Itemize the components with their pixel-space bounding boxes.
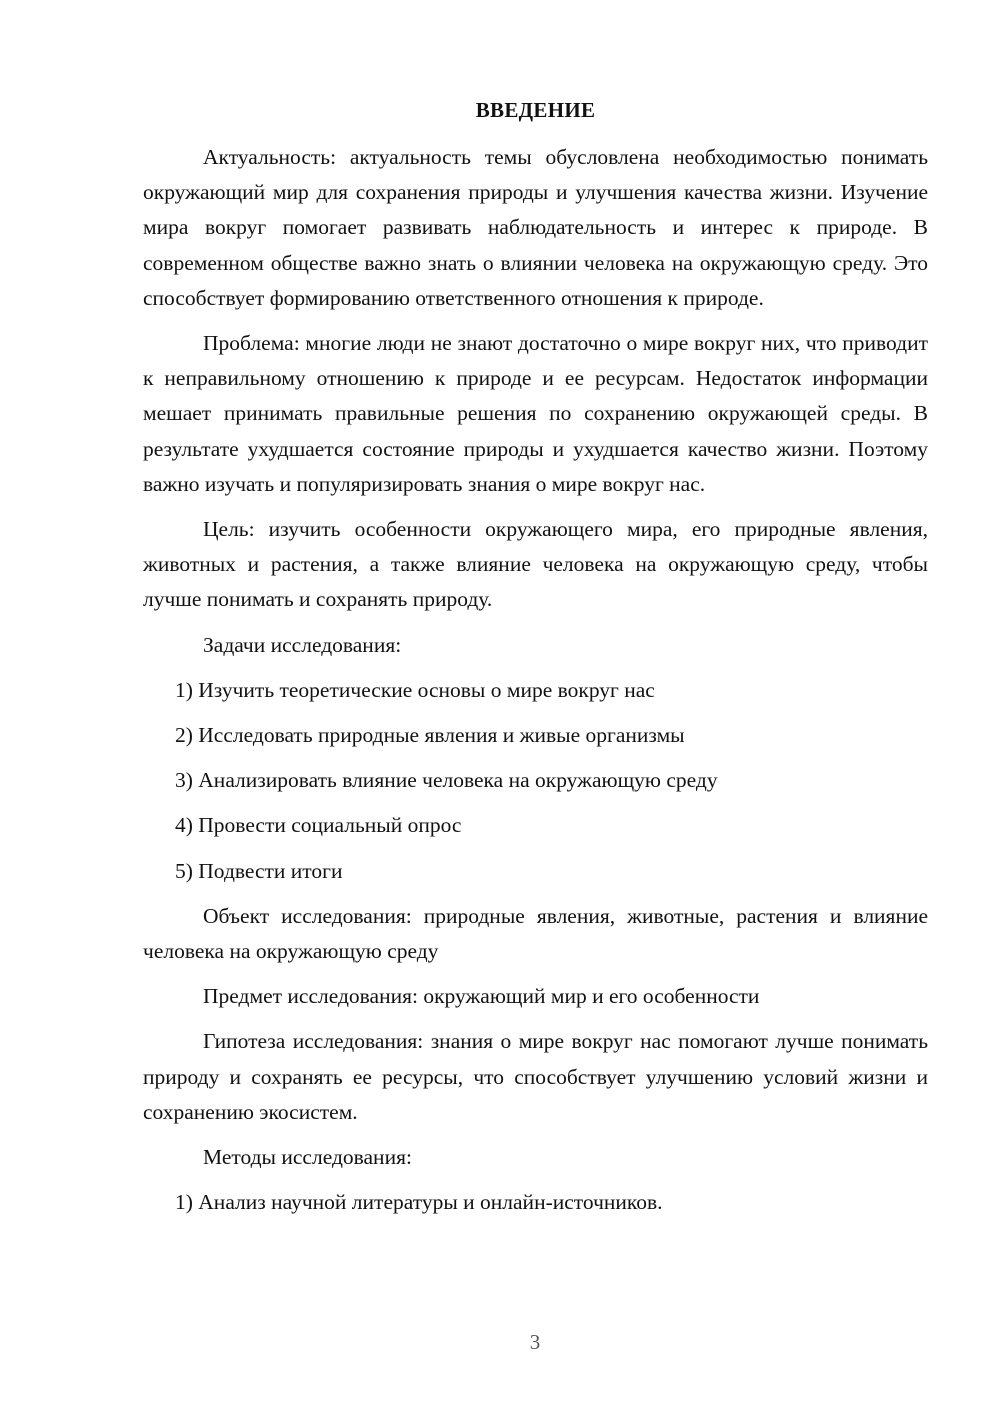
tasks-title: Задачи исследования:: [203, 632, 402, 657]
list-item: 2) Исследовать природные явления и живые организмы: [175, 723, 685, 748]
tasks-list: [143, 673, 928, 889]
subject-paragraph: Предмет исследования: окружающий мир и его особенности: [203, 984, 760, 1009]
goal-paragraph: Цель: изучить особенности окружающего мира, его природные явления, животных и растения, а также влияние человека на окружающую среду, чтобы лучше понимать и сохранять природу.: [143, 517, 928, 612]
relevance-paragraph: Актуальность: актуальность темы обусловлена необходимостью понимать окружающий мир для сохранения природы и улучшения качества жизни. Изучение мира вокруг помогает развивать наблюдательность и интерес к природе. В современном обществе важно знать о влиянии человека на окружающую среду. Это способствует формированию ответственного отношения к природе.: [143, 145, 928, 310]
section-heading: ВВЕДЕНИЕ: [475, 98, 596, 122]
methods-list: [143, 1185, 928, 1220]
list-item: 1) Анализ научной литературы и онлайн-источников.: [175, 1190, 663, 1215]
object-paragraph: Объект исследования: природные явления, животные, растения и влияние человека на окружающую среду: [143, 903, 928, 964]
page-content: [143, 93, 928, 1230]
list-item: 3) Анализировать влияние человека на окружающую среду: [175, 768, 718, 793]
methods-title: Методы исследования:: [203, 1145, 412, 1170]
page-number: 3: [529, 1330, 541, 1354]
problem-paragraph: Проблема: многие люди не знают достаточно о мире вокруг них, что приводит к неправильному отношению к природе и ее ресурсам. Недостаток информации мешает принимать правильные решения по сохранению окружающей среды. В результате ухудшается состояние природы и ухудшается качество жизни. Поэтому важно изучать и популяризировать знания о мире вокруг нас.: [143, 331, 928, 496]
list-item: 4) Провести социальный опрос: [175, 813, 462, 838]
hypothesis-paragraph: Гипотеза исследования: знания о мире вокруг нас помогают лучше понимать природу и сохранять ее ресурсы, что способствует улучшению условий жизни и сохранению экосистем.: [143, 1029, 928, 1124]
list-item: 5) Подвести итоги: [175, 858, 343, 883]
list-item: 1) Изучить теоретические основы о мире вокруг нас: [175, 677, 655, 702]
